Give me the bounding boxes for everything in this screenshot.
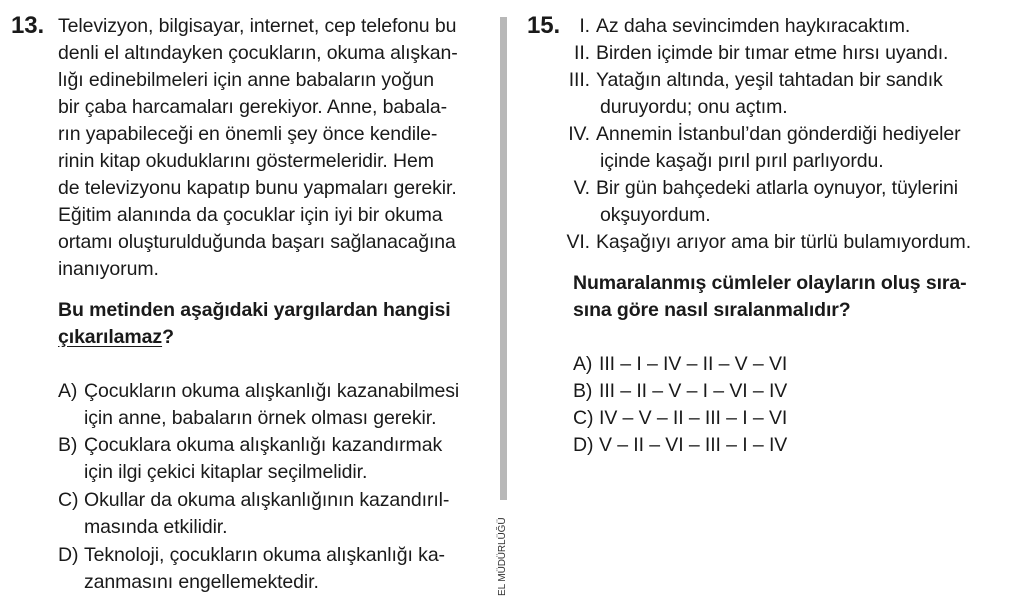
option-letter: C) [573, 407, 594, 429]
passage-line: bir çaba harcamaları gerekiyor. Anne, babala- [58, 96, 447, 118]
sentence-numeral: VI. [566, 231, 590, 253]
option-letter: A) [573, 353, 593, 375]
option-letter: B) [573, 380, 593, 402]
option-letter: B) [58, 434, 78, 456]
prompt-negative-keyword: çıkarılamaz [58, 326, 163, 348]
option-text: için anne, babaların örnek olması gerekir. [84, 407, 437, 429]
sentence-text: içinde kaşağı pırıl pırıl parlıyordu. [600, 150, 884, 172]
column-divider [500, 17, 507, 500]
option-text: masında etkilidir. [84, 516, 228, 538]
prompt-line: Numaralanmış cümleler olayların oluş sıra- [573, 272, 967, 294]
option-text: Okullar da okuma alışkanlığının kazandırıl- [84, 489, 450, 511]
sentence-text: Yatağın altında, yeşil tahtadan bir sandık [596, 69, 943, 91]
question-15-number: 15. [527, 12, 561, 39]
option-letter: C) [58, 489, 79, 511]
option-text: IV – V – II – III – I – VI [599, 407, 788, 429]
option-letter: D) [573, 434, 594, 456]
passage-line: Televizyon, bilgisayar, internet, cep telefonu bu [58, 15, 457, 37]
prompt-line: Bu metinden aşağıdaki yargılardan hangisi [58, 299, 451, 321]
passage-line: rın yapabileceği en önemli şey önce kendile- [58, 123, 438, 145]
option-text: III – II – V – I – VI – IV [599, 380, 788, 402]
prompt-line: sına göre nasıl sıralanmalıdır? [573, 299, 851, 321]
sentence-text: duruyordu; onu açtım. [600, 96, 788, 118]
sentence-text: Birden içimde bir tımar etme hırsı uyandı. [596, 42, 949, 64]
passage-line: Eğitim alanında da çocuklar için iyi bir okuma [58, 204, 443, 226]
sentence-text: Kaşağıyı arıyor ama bir türlü bulamıyordum. [596, 231, 972, 253]
question-13-number: 13. [11, 12, 45, 39]
sentence-numeral: IV. [568, 123, 590, 145]
prompt-line [58, 324, 174, 351]
side-label: EL MÜDÜRLÜĞÜ [497, 517, 508, 596]
passage-line: denli el altındayken çocukların, okuma alışkan- [58, 42, 458, 64]
option-text: için ilgi çekici kitaplar seçilmelidir. [84, 461, 368, 483]
passage-line: lığı edinebilmeleri için anne babaların yoğun [58, 69, 434, 91]
passage-line: ortamı oluşturulduğunda başarı sağlanacağına [58, 231, 456, 253]
option-text: Teknoloji, çocukların okuma alışkanlığı ka- [84, 544, 445, 566]
sentence-numeral: II. [574, 42, 590, 64]
passage-line: rinin kitap okuduklarını göstermeleridir. Hem [58, 150, 434, 172]
sentence-numeral: I. [579, 15, 590, 37]
option-letter: D) [58, 544, 79, 566]
sentence-text: Bir gün bahçedeki atlarla oynuyor, tüylerini [596, 177, 958, 199]
option-text: III – I – IV – II – V – VI [599, 353, 788, 375]
sentence-text: Az daha sevincimden haykıracaktım. [596, 15, 911, 37]
option-letter: A) [58, 380, 78, 402]
prompt-question-mark: ? [162, 326, 174, 348]
sentence-text: okşuyordum. [600, 204, 711, 226]
option-text: Çocuklara okuma alışkanlığı kazandırmak [84, 434, 443, 456]
passage-line: de televizyonu kapatıp bunu yapmaları gerekir. [58, 177, 457, 199]
passage-line: inanıyorum. [58, 258, 159, 280]
option-text: Çocukların okuma alışkanlığı kazanabilmesi [84, 380, 460, 402]
option-text: V – II – VI – III – I – IV [599, 434, 788, 456]
sentence-text: Annemin İstanbul’dan gönderdiği hediyeler [596, 123, 961, 145]
option-text: zanmasını engellemektedir. [84, 571, 319, 593]
sentence-numeral: V. [573, 177, 590, 199]
sentence-numeral: III. [568, 69, 590, 91]
